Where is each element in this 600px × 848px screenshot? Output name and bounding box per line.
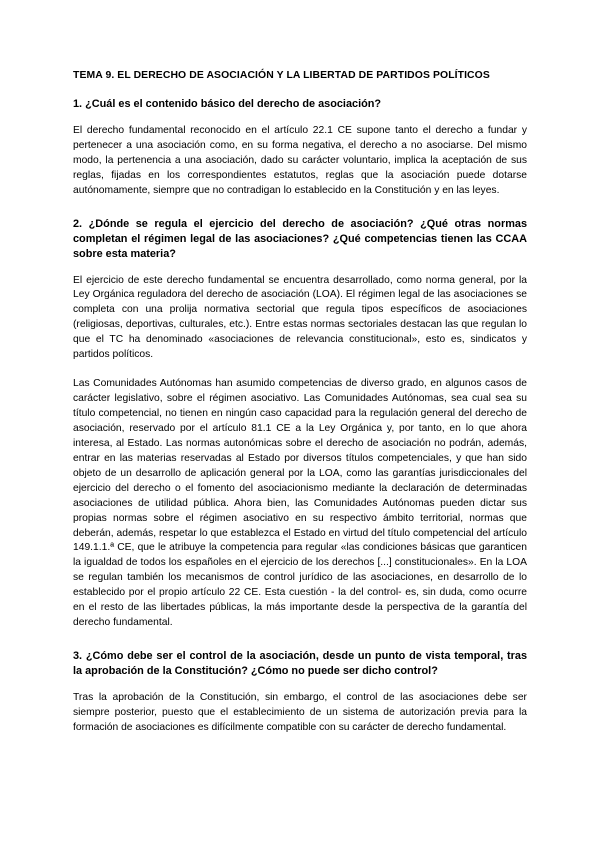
section-3	[73, 649, 527, 736]
section-question: 1. ¿Cuál es el contenido básico del derecho de asociación?	[73, 98, 382, 110]
section-2	[73, 217, 527, 631]
document-title: TEMA 9. EL DERECHO DE ASOCIACIÓN Y LA LIBERTAD DE PARTIDOS POLÍTICOS	[73, 70, 490, 81]
section-question: 2. ¿Dónde se regula el ejercicio del derecho de asociación? ¿Qué otras normas completan el régimen legal de las asociaciones? ¿Qué competencias tienen las CCAA sobre esta materia?	[73, 217, 527, 260]
section-question: 3. ¿Cómo debe ser el control de la asociación, desde un punto de vista temporal, tras la aprobación de la Constitución? ¿Cómo no puede ser dicho control?	[73, 649, 527, 677]
section-paragraph: Las Comunidades Autónomas han asumido competencias de diverso grado, en algunos casos de carácter legislativo, sobre el régimen asociativo. Las Comunidades Autónomas, sea cual sea su título competencial, no tienen en ningún caso capacidad para la regulación general del derecho de asociación, reservado por el artículo 81.1 CE a la Ley Orgánica y, por tanto, en lo que ahora interesa, al Estado. Las normas autonómicas sobre el derecho de asociación no podrán, además, entrar en las materias reservadas al Estado por diversos títulos competenciales, y que han sido objeto de un desarrollo de aplicación general por la LOA, como las garantías jurisdiccionales del ejercicio del derecho o el fomento del asociacionismo mediante la declaración de determinadas asociaciones de utilidad pública. Ahora bien, las Comunidades Autónomas pueden dictar sus propias normas sobre el régimen asociativo en su respectivo ámbito territorial, normas que deberán, además, respetar lo que establezca el Estado en virtud del título competencial del artículo 149.1.1.ª CE, que le atribuye la competencia para regular «las condiciones básicas que garanticen la igualdad de todos los españoles en el ejercicio de los derechos [...] constitucionales». En la LOA se regulan también los mecanismos de control jurídico de las asociaciones, en desarrollo de lo establecido por el propio artículo 22 CE. Esta cuestión - la del control- es, sin duda, como ocurre en el resto de las libertades públicas, la más importante desde la perspectiva de la garantía del derecho fundamental.	[73, 378, 527, 628]
section-paragraph: El ejercicio de este derecho fundamental se encuentra desarrollado, como norma general, por la Ley Orgánica reguladora del derecho de asociación (LOA). El régimen legal de las asociaciones se completa con una prolija normativa sectorial que regula tipos específicos de asociaciones (religiosas, deportivas, culturales, etc.). Entre estas normas sectoriales destacan las que regulan lo que el TC ha denominado «asociaciones de relevancia constitucional», esto es, sindicatos y partidos políticos.	[73, 274, 527, 361]
section-paragraph: El derecho fundamental reconocido en el artículo 22.1 CE supone tanto el derecho a fundar y pertenecer a una asociación como, en su forma negativa, el derecho a no asociarse. Del mismo modo, la pertenencia a una asociación, dado su carácter voluntario, implica la aceptación de sus reglas, fijadas en los correspondientes estatutos, reglas que la asociación puede dotarse autónomamente, siempre que no contradigan lo establecido en la Constitución y en las leyes.	[73, 125, 527, 196]
document-body	[73, 68, 527, 750]
section-1	[73, 97, 527, 199]
section-paragraph: Tras la aprobación de la Constitución, sin embargo, el control de las asociaciones debe ser siempre posterior, puesto que el establecimiento de un sistema de autorización previa para la formación de asociaciones es difícilmente compatible con su carácter de derecho fundamental.	[73, 691, 527, 733]
